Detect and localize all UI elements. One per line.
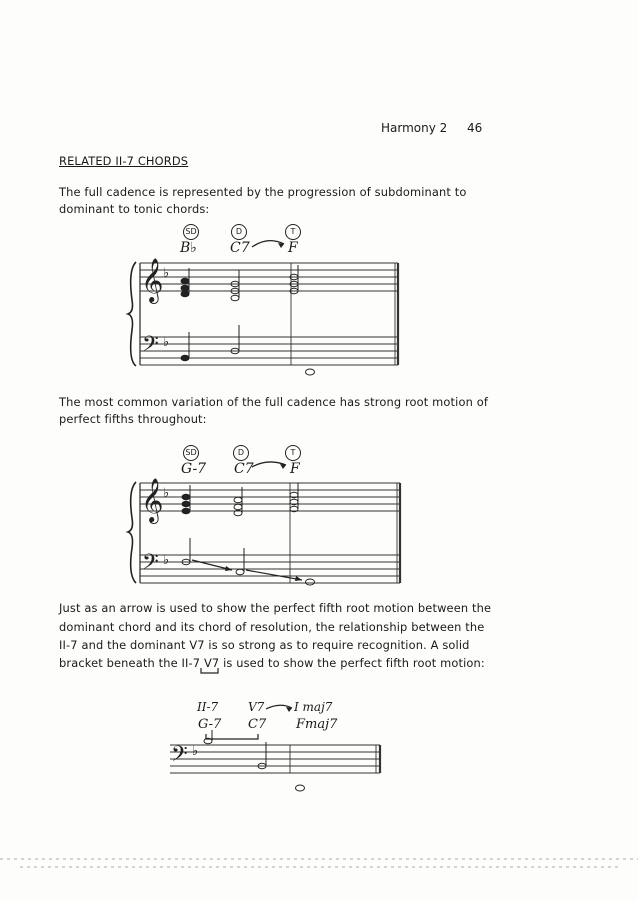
para3-line4: bracket beneath the II-7 V7 is used to show the perfect fifth root motion:: [59, 656, 485, 670]
chord-symbol-5: C7: [234, 461, 254, 477]
chord-symbol-8: C7: [248, 717, 267, 732]
svg-text:𝄢: 𝄢: [171, 742, 188, 772]
scan-artifact: [0, 858, 638, 860]
svg-text:𝄢: 𝄢: [142, 332, 159, 362]
roman-numeral-1: II-7: [197, 700, 219, 714]
chord-symbol-6: F: [290, 461, 300, 477]
roman-numeral-2: V7: [248, 700, 265, 714]
para3-line1: Just as an arrow is used to show the perfect fifth root motion between the: [59, 601, 492, 615]
chord-symbol-3: F: [288, 240, 298, 256]
para2-line2: perfect fifths throughout:: [59, 412, 207, 426]
roman-numeral-3: I maj7: [294, 700, 333, 714]
section-heading: RELATED II-7 CHORDS: [59, 154, 189, 168]
chord-symbol-1: B♭: [180, 240, 197, 256]
function-circle-sd: SD: [183, 224, 199, 240]
svg-text:♭: ♭: [163, 335, 170, 350]
function-circle-sd-2: SD: [183, 445, 199, 461]
function-circle-t: T: [285, 224, 301, 240]
chord-symbol-2: C7: [230, 240, 250, 256]
para1-line2: dominant to tonic chords:: [59, 202, 210, 216]
function-circle-t-2: T: [285, 445, 301, 461]
svg-text:𝄞: 𝄞: [141, 478, 164, 522]
running-title: Harmony 2: [381, 121, 448, 135]
svg-text:♭: ♭: [192, 744, 199, 759]
scan-artifact: [20, 866, 620, 868]
page-number: 46: [467, 121, 483, 135]
svg-text:𝄢: 𝄢: [142, 550, 159, 580]
para1-line1: The full cadence is represented by the progression of subdominant to: [59, 185, 467, 199]
svg-text:♭: ♭: [163, 486, 170, 501]
chord-symbol-7: G-7: [198, 717, 222, 732]
svg-text:𝄞: 𝄞: [141, 258, 164, 302]
para3-line3: II-7 and the dominant V7 is so strong as to require recognition. A solid: [59, 638, 470, 652]
para3-line2: dominant chord and its chord of resolution, the relationship between the: [59, 620, 485, 634]
para2-line1: The most common variation of the full cadence has strong root motion of: [59, 395, 489, 409]
chord-symbol-9: Fmaj7: [296, 717, 338, 732]
svg-text:♭: ♭: [163, 553, 170, 568]
chord-symbol-4: G-7: [181, 461, 207, 477]
function-circle-d-2: D: [233, 445, 249, 461]
function-circle-d: D: [231, 224, 247, 240]
svg-text:♭: ♭: [163, 266, 170, 281]
